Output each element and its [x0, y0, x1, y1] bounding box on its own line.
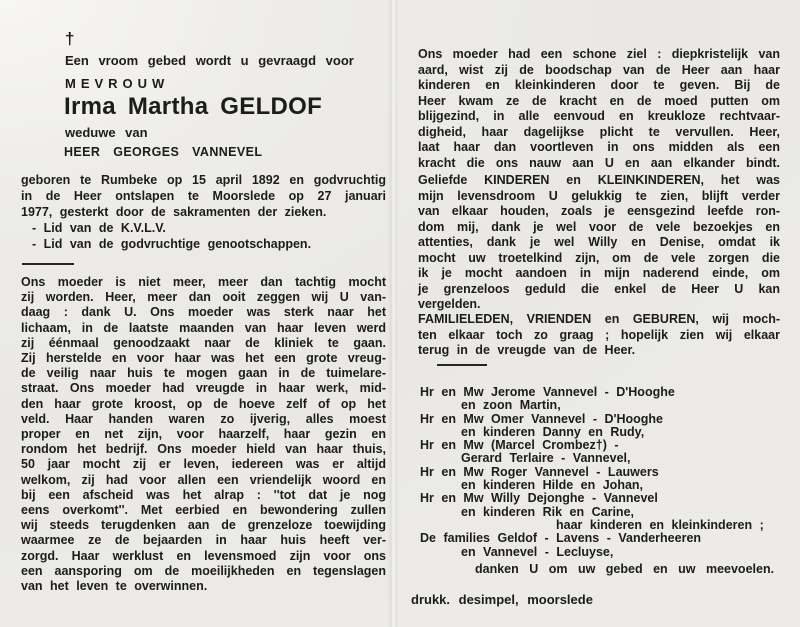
text-line: Ons moeder had een schone ziel : diepkristelijk van [418, 47, 780, 61]
text-line: zij worden. Heer, meer dan ooit zeggen wij U van- [21, 290, 386, 305]
text-line: veld. Haar handen waren zo ijverig, alles moest [21, 411, 386, 426]
text-line: rondom het bedrijf. Ons moeder hield van haar thuis, [21, 442, 386, 457]
text-line: mocht uw troetelkind zijn, om de vele zorgen die [418, 250, 780, 265]
text-line: je grenzeloos geduld die enkel de Heer U kan [418, 281, 780, 296]
text-line: Hr en Mw Willy Dejonghe - Vannevel [420, 491, 658, 506]
eulogy-text [21, 275, 386, 594]
text-line: Zij herstelde en voor haar was het een grote vreug- [21, 351, 386, 366]
text-line: De families Geldof - Lavens - Vanderheeren [420, 531, 702, 546]
text-line: mijn levensdroom U gelukkig te zien, blijft verder [418, 188, 780, 203]
family-acknowledgement-list [415, 386, 790, 576]
text-line: van het leven te overwinnen. [21, 579, 208, 594]
text-line: ik je mocht aandoen in mijn naderend einde, om [418, 266, 780, 280]
text-line: kracht die ons nauw aan U en aan elkander bindt. [418, 155, 780, 170]
text-line: Gerard Terlaire - Vannevel, [461, 451, 631, 466]
text-line: van elkaar houden, zoals je eensgezind leefde ron- [418, 204, 780, 218]
text-line: en kinderen Rik en Carine, [461, 504, 634, 519]
text-line: blijgezind, in alle eenvoud en kreukloze rechtvaar- [418, 109, 780, 123]
text-line: - Lid van de godvruchtige genootschappen. [32, 237, 312, 251]
text-line: daag : dank U. Ons moeder was sterk naar het [21, 305, 386, 320]
text-line: zij éénmaal genoodzaakt naar de kliniek te gaan. [21, 335, 386, 350]
text-line: geboren te Rumbeke op 15 april 1892 en godvruchtig [21, 173, 386, 187]
text-line: dom mij, dank je wel voor de vele bezoekjes en [418, 219, 780, 234]
text-line: de veilig naar huis te mogen gaan in de tuimelare- [21, 366, 386, 381]
text-line: ten elkaar toch zo graag ; hopelijk zien wij elkaar [418, 327, 780, 342]
title-mevrouw: MEVROUW [65, 76, 170, 91]
text-line: kinderen en kleinkinderen door te geven. Bij de [418, 78, 780, 92]
text-line: Hr en Mw Jerome Vannevel - D'Hooghe [420, 385, 675, 399]
cross-symbol: † [65, 29, 75, 48]
text-line: Ons moeder is niet meer, meer dan tachtig mocht [21, 275, 386, 289]
deceased-name: Irma Martha GELDOF [64, 93, 323, 120]
paragraph-soul [418, 47, 780, 171]
text-line: Heer kwam ze de kracht en de moed putten om [418, 93, 780, 108]
prayer-intro-line: Een vroom gebed wordt u gevraagd voor [65, 53, 354, 68]
text-line: proper en net zijn, voor haarzelf, haar gezin en [21, 427, 386, 442]
text-line: in de Heer ontslapen te Moorslede op 27 januari [21, 189, 386, 203]
text-line: 1977, gesterkt door de sakramenten der zieken. [21, 205, 327, 219]
birth-death-details [21, 172, 386, 220]
spouse-name: HEER GEORGES VANNEVEL [64, 145, 263, 159]
text-line: Hr en Mw (Marcel Crombez†) - [420, 438, 619, 453]
text-line: Hr en Mw Roger Vannevel - Lauwers [420, 464, 659, 479]
text-line: en Vannevel - Lecluyse, [461, 544, 614, 559]
text-line: bij een afscheid was het alrap : ''tot dat je nog [21, 487, 386, 502]
text-line: en zoon Martin, [461, 398, 561, 413]
text-line: en kinderen Danny en Rudy, [461, 424, 645, 439]
printer-credit: drukk. desimpel, moorslede [411, 592, 593, 607]
text-line: zorgd. Haar werklust en levensmoed zijn voor ons [21, 548, 386, 563]
text-line: wij steeds terugdenken aan de grenzeloze toewijding [21, 518, 386, 533]
text-line: FAMILIELEDEN, VRIENDEN en GEBUREN, wij moch- [418, 312, 780, 326]
text-line: en kinderen Hilde en Johan, [461, 478, 644, 493]
text-line: haar kinderen en kleinkinderen ; [556, 517, 764, 532]
text-line: laat haar dan voortleven in ons midden als een [418, 140, 780, 154]
membership-list [32, 220, 386, 252]
fold-crease [388, 0, 398, 627]
text-line: lichaam, in de laatste maanden van haar leven werd [21, 320, 386, 335]
text-line: een aansporing om de moeilijkheden en tegenslagen [21, 563, 386, 578]
text-line: terug in de vreugde van de Heer. [418, 343, 636, 357]
text-line: den haar grote kroost, op de hoeve zelf of op het [21, 396, 386, 411]
text-line: danken U om uw gebed en uw meevoelen. [475, 561, 775, 576]
text-line: waarmee ze de bejaarden in haar huis heeft ver- [21, 533, 386, 548]
text-line: Geliefde KINDEREN en KLEINKINDEREN, het was [418, 173, 780, 187]
text-line: eens overkomt''. Met eerbied en bewondering zullen [21, 503, 386, 518]
text-line: aard, wist zij de boodschap van de Heer aan haar [418, 62, 780, 77]
relation-line: weduwe van [65, 125, 148, 140]
paragraph-family-friends [418, 312, 780, 359]
text-line: welkom, zij had voor allen een vriendelijk woord en [21, 472, 386, 487]
text-line: digheid, haar dagelijkse plicht te vervullen. Heer, [418, 124, 780, 139]
text-line: 50 jaar mocht zij er leven, iedereen was er altijd [21, 457, 386, 472]
text-line: - Lid van de K.V.L.V. [32, 221, 166, 235]
text-line: Hr en Mw Omer Vannevel - D'Hooghe [420, 411, 663, 426]
section-divider [22, 263, 74, 265]
text-line: straat. Ons moeder had vreugde in haar werk, mid- [21, 381, 386, 396]
section-divider [437, 364, 487, 366]
text-line: attenties, dank je wel Willy en Denise, omdat ik [418, 235, 780, 249]
text-line: vergelden. [418, 297, 481, 311]
paragraph-children [418, 173, 780, 313]
